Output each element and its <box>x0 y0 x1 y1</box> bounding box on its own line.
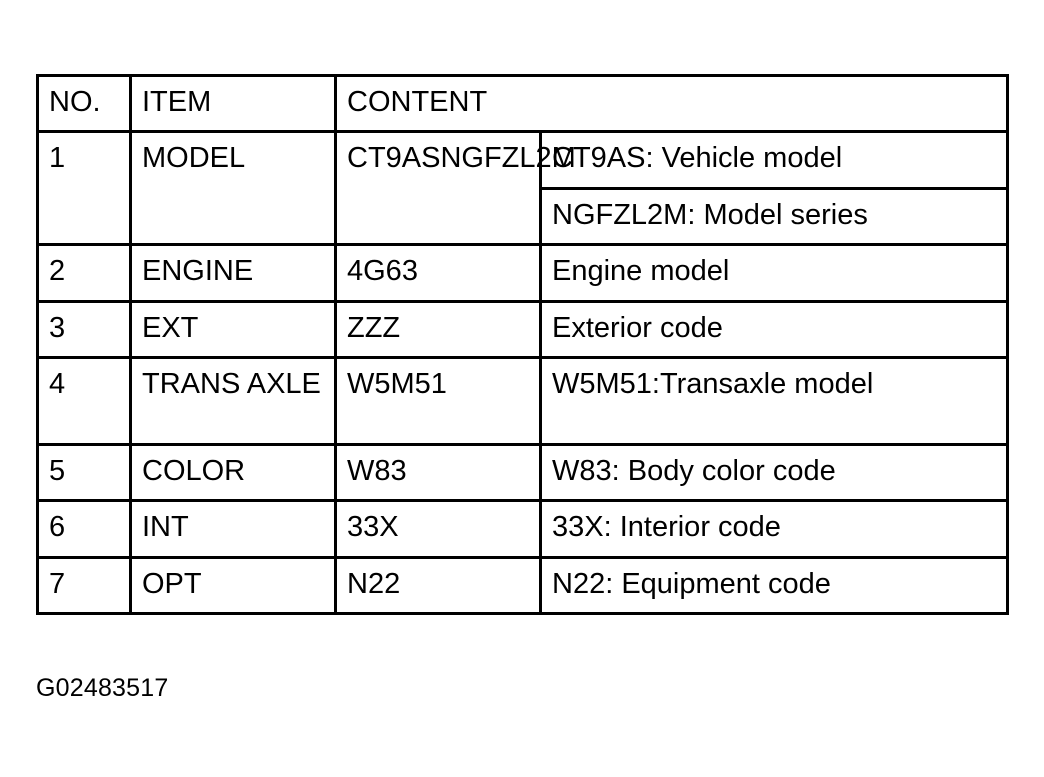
cell-no: 2 <box>38 245 131 301</box>
cell-item: EXT <box>131 301 336 357</box>
cell-no: 3 <box>38 301 131 357</box>
cell-description: Engine model <box>541 245 1008 301</box>
cell-code: ZZZ <box>336 301 541 357</box>
cell-item: INT <box>131 501 336 557</box>
cell-no: 7 <box>38 557 131 613</box>
cell-description: W83: Body color code <box>541 444 1008 500</box>
table-row <box>38 357 1008 444</box>
column-header-content: CONTENT <box>336 76 1008 132</box>
cell-item: TRANS AXLE <box>131 357 336 444</box>
cell-description: 33X: Interior code <box>541 501 1008 557</box>
cell-no: 6 <box>38 501 131 557</box>
cell-description: N22: Equipment code <box>541 557 1008 613</box>
cell-description-group <box>541 132 1008 245</box>
column-header-item: ITEM <box>131 76 336 132</box>
table-row <box>38 444 1008 500</box>
cell-no: 4 <box>38 357 131 444</box>
cell-code: N22 <box>336 557 541 613</box>
cell-item: ENGINE <box>131 245 336 301</box>
table-row <box>38 245 1008 301</box>
cell-description: CT9AS: Vehicle model <box>542 133 1006 188</box>
table-row <box>38 557 1008 613</box>
cell-code: W5M51 <box>336 357 541 444</box>
cell-no: 1 <box>38 132 131 245</box>
table-row <box>38 132 1008 245</box>
cell-code: 33X <box>336 501 541 557</box>
table-row <box>38 301 1008 357</box>
figure-caption: G02483517 <box>36 674 169 702</box>
column-header-no: NO. <box>38 76 131 132</box>
cell-code: W83 <box>336 444 541 500</box>
table-header-row <box>38 76 1008 132</box>
cell-item: MODEL <box>131 132 336 245</box>
cell-no: 5 <box>38 444 131 500</box>
cell-item: OPT <box>131 557 336 613</box>
cell-description: NGFZL2M: Model series <box>552 198 868 231</box>
cell-code: CT9ASNGFZL2M <box>336 132 541 245</box>
cell-description: W5M51:Transaxle model <box>541 357 1008 444</box>
cell-item: COLOR <box>131 444 336 500</box>
cell-code: 4G63 <box>336 245 541 301</box>
cell-description: Exterior code <box>541 301 1008 357</box>
table-row <box>38 501 1008 557</box>
vehicle-code-table <box>36 74 1009 615</box>
